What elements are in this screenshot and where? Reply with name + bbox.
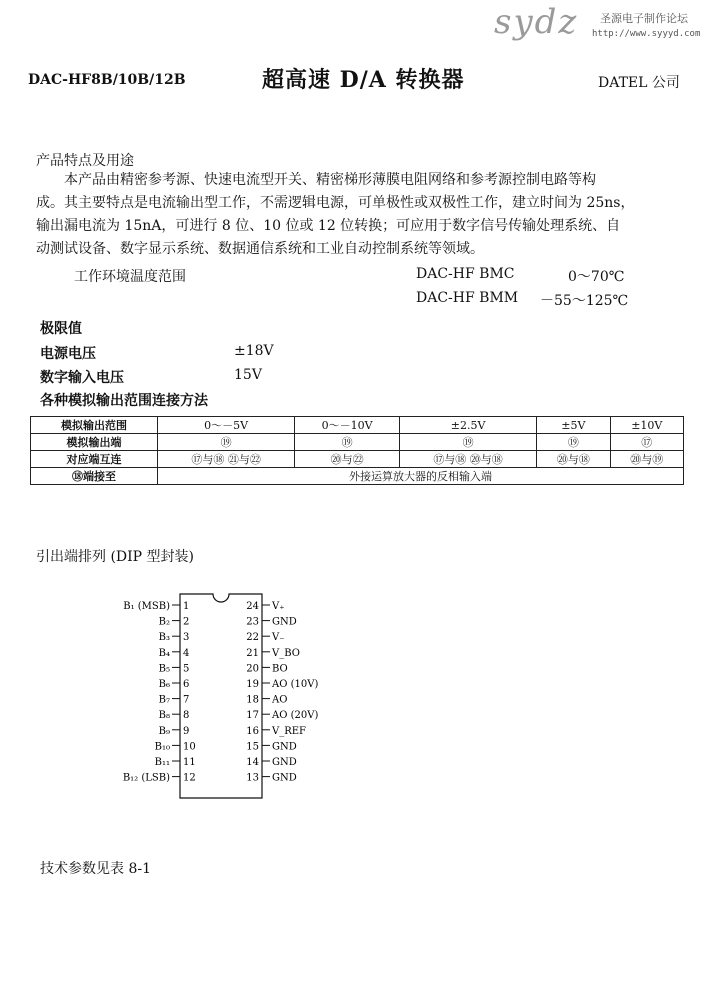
- pin-label: B₆: [158, 679, 170, 690]
- pin-label: BO: [272, 663, 288, 675]
- pin-label: B₄: [158, 647, 170, 659]
- pin-label: V_BO: [272, 647, 300, 659]
- pin-label: V_REF: [272, 725, 306, 737]
- pin-number: 13: [246, 772, 259, 784]
- pin-number: 7: [183, 694, 190, 706]
- pin-number: 20: [246, 663, 259, 675]
- table-cell: ⑲: [399, 434, 536, 451]
- pinout-heading: 引出端排列 (DIP 型封装): [36, 549, 194, 565]
- pin-number: 4: [183, 647, 190, 659]
- table-cell: ⑳与㉒: [295, 451, 400, 468]
- table-cell: ⑰: [610, 434, 683, 451]
- table-cell: ±10V: [610, 417, 683, 434]
- table-cell: 0～－10V: [295, 417, 400, 434]
- page-title: 超高速 D/A 转换器: [262, 67, 465, 93]
- temp-range-bmc: 0～70℃: [568, 269, 625, 285]
- table-cell: 0～－5V: [158, 417, 295, 434]
- table-cell: ±2.5V: [399, 417, 536, 434]
- manufacturer: DATEL 公司: [598, 75, 680, 91]
- pin-label: GND: [272, 772, 297, 784]
- pin-label: GND: [272, 757, 297, 768]
- pin-label: AO (20V): [272, 710, 319, 722]
- table-cell: ⑳与⑲: [610, 451, 683, 468]
- pin-label: B₇: [158, 694, 170, 706]
- connection-table-heading: 各种模拟输出范围连接方法: [40, 393, 208, 409]
- pin-number: 24: [246, 601, 259, 612]
- features-line-2: 成。其主要特点是电流输出型工作，不需逻辑电源，可单极性或双极性工作，建立时间为 25ns，: [36, 195, 635, 211]
- pin-number: 22: [246, 632, 259, 644]
- pin-number: 9: [183, 725, 190, 737]
- pin-number: 12: [183, 772, 196, 784]
- temp-range-bmm: －55～125℃: [540, 293, 629, 309]
- pin-label: B₂: [158, 616, 170, 628]
- limit-input-value: 15V: [234, 367, 262, 383]
- pin-number: 11: [183, 757, 196, 768]
- table-cell: ±5V: [537, 417, 610, 434]
- table-cell: ⑰与⑱ ⑳与⑱: [399, 451, 536, 468]
- model-number: DAC-HF8B/10B/12B: [28, 72, 186, 88]
- limit-supply-value: ±18V: [234, 343, 274, 359]
- features-line-1: 本产品由精密参考源、快速电流型开关、精密梯形薄膜电阻网络和参考源控制电路等构: [64, 172, 596, 188]
- row-header: 模拟输出端: [31, 434, 158, 451]
- table-cell-span: 外接运算放大器的反相输入端: [158, 468, 684, 485]
- row-header: 对应端互连: [31, 451, 158, 468]
- pin-number: 6: [183, 679, 190, 690]
- features-line-4: 动测试设备、数字显示系统、数据通信系统和工业自动控制系统等领域。: [36, 241, 484, 257]
- pin-number: 3: [183, 632, 190, 644]
- row-header: 模拟输出范围: [31, 417, 158, 434]
- row-header: ⑱端接至: [31, 468, 158, 485]
- table-cell: ⑲: [537, 434, 610, 451]
- pin-label: B₁₀: [154, 741, 170, 753]
- pin-label: B₈: [158, 710, 170, 722]
- pin-number: 23: [246, 616, 259, 628]
- pin-label: B₁₁: [154, 757, 170, 768]
- features-line-3: 输出漏电流为 15nA，可进行 8 位、10 位或 12 位转换；可应用于数字信号传输处理系统、自: [36, 218, 621, 234]
- watermark-site-name: 圣源电子制作论坛: [600, 12, 688, 25]
- pin-number: 5: [183, 663, 190, 675]
- pin-label: AO (10V): [272, 679, 319, 690]
- watermark-logo: sydz: [494, 2, 579, 42]
- pin-label: AO: [272, 694, 288, 706]
- table-cell: ⑲: [158, 434, 295, 451]
- pin-number: 16: [246, 725, 259, 737]
- pin-label: B₉: [158, 725, 170, 737]
- temp-range-label: 工作环境温度范围: [74, 269, 186, 285]
- left-pins: [123, 601, 196, 784]
- table-cell: ⑲: [295, 434, 400, 451]
- pin-label: GND: [272, 616, 297, 628]
- pin-number: 19: [246, 679, 259, 690]
- pin-number: 15: [246, 741, 259, 753]
- pin-label: V₋: [272, 632, 285, 644]
- pin-number: 10: [183, 741, 196, 753]
- pin-label: V₊: [272, 601, 285, 612]
- pin-label: B₁₂ (LSB): [122, 772, 170, 784]
- pin-label: GND: [272, 741, 297, 753]
- pin-number: 8: [183, 710, 190, 722]
- pin-number: 1: [183, 601, 190, 612]
- limits-heading: 极限值: [40, 321, 82, 337]
- table-cell: ⑰与⑱ ㉑与㉒: [158, 451, 295, 468]
- pin-number: 21: [246, 647, 259, 659]
- pin-label: B₃: [158, 632, 170, 644]
- temp-model-bmc: DAC-HF BMC: [416, 266, 515, 282]
- pin-label: B₁ (MSB): [123, 601, 170, 612]
- right-pins: [246, 601, 318, 784]
- table-cell: ⑳与⑱: [537, 451, 610, 468]
- pin-number: 14: [246, 757, 259, 768]
- pin-number: 17: [246, 710, 259, 722]
- pin-number: 18: [246, 694, 259, 706]
- features-heading: 产品特点及用途: [36, 153, 134, 169]
- watermark-url: http://www.syyyd.com: [592, 29, 701, 39]
- pin-label: B₅: [158, 663, 170, 675]
- limit-supply-label: 电源电压: [40, 346, 96, 362]
- limit-input-label: 数字输入电压: [40, 370, 124, 386]
- temp-model-bmm: DAC-HF BMM: [416, 290, 519, 306]
- footer-note: 技术参数见表 8-1: [40, 861, 151, 877]
- pin-number: 2: [183, 616, 190, 628]
